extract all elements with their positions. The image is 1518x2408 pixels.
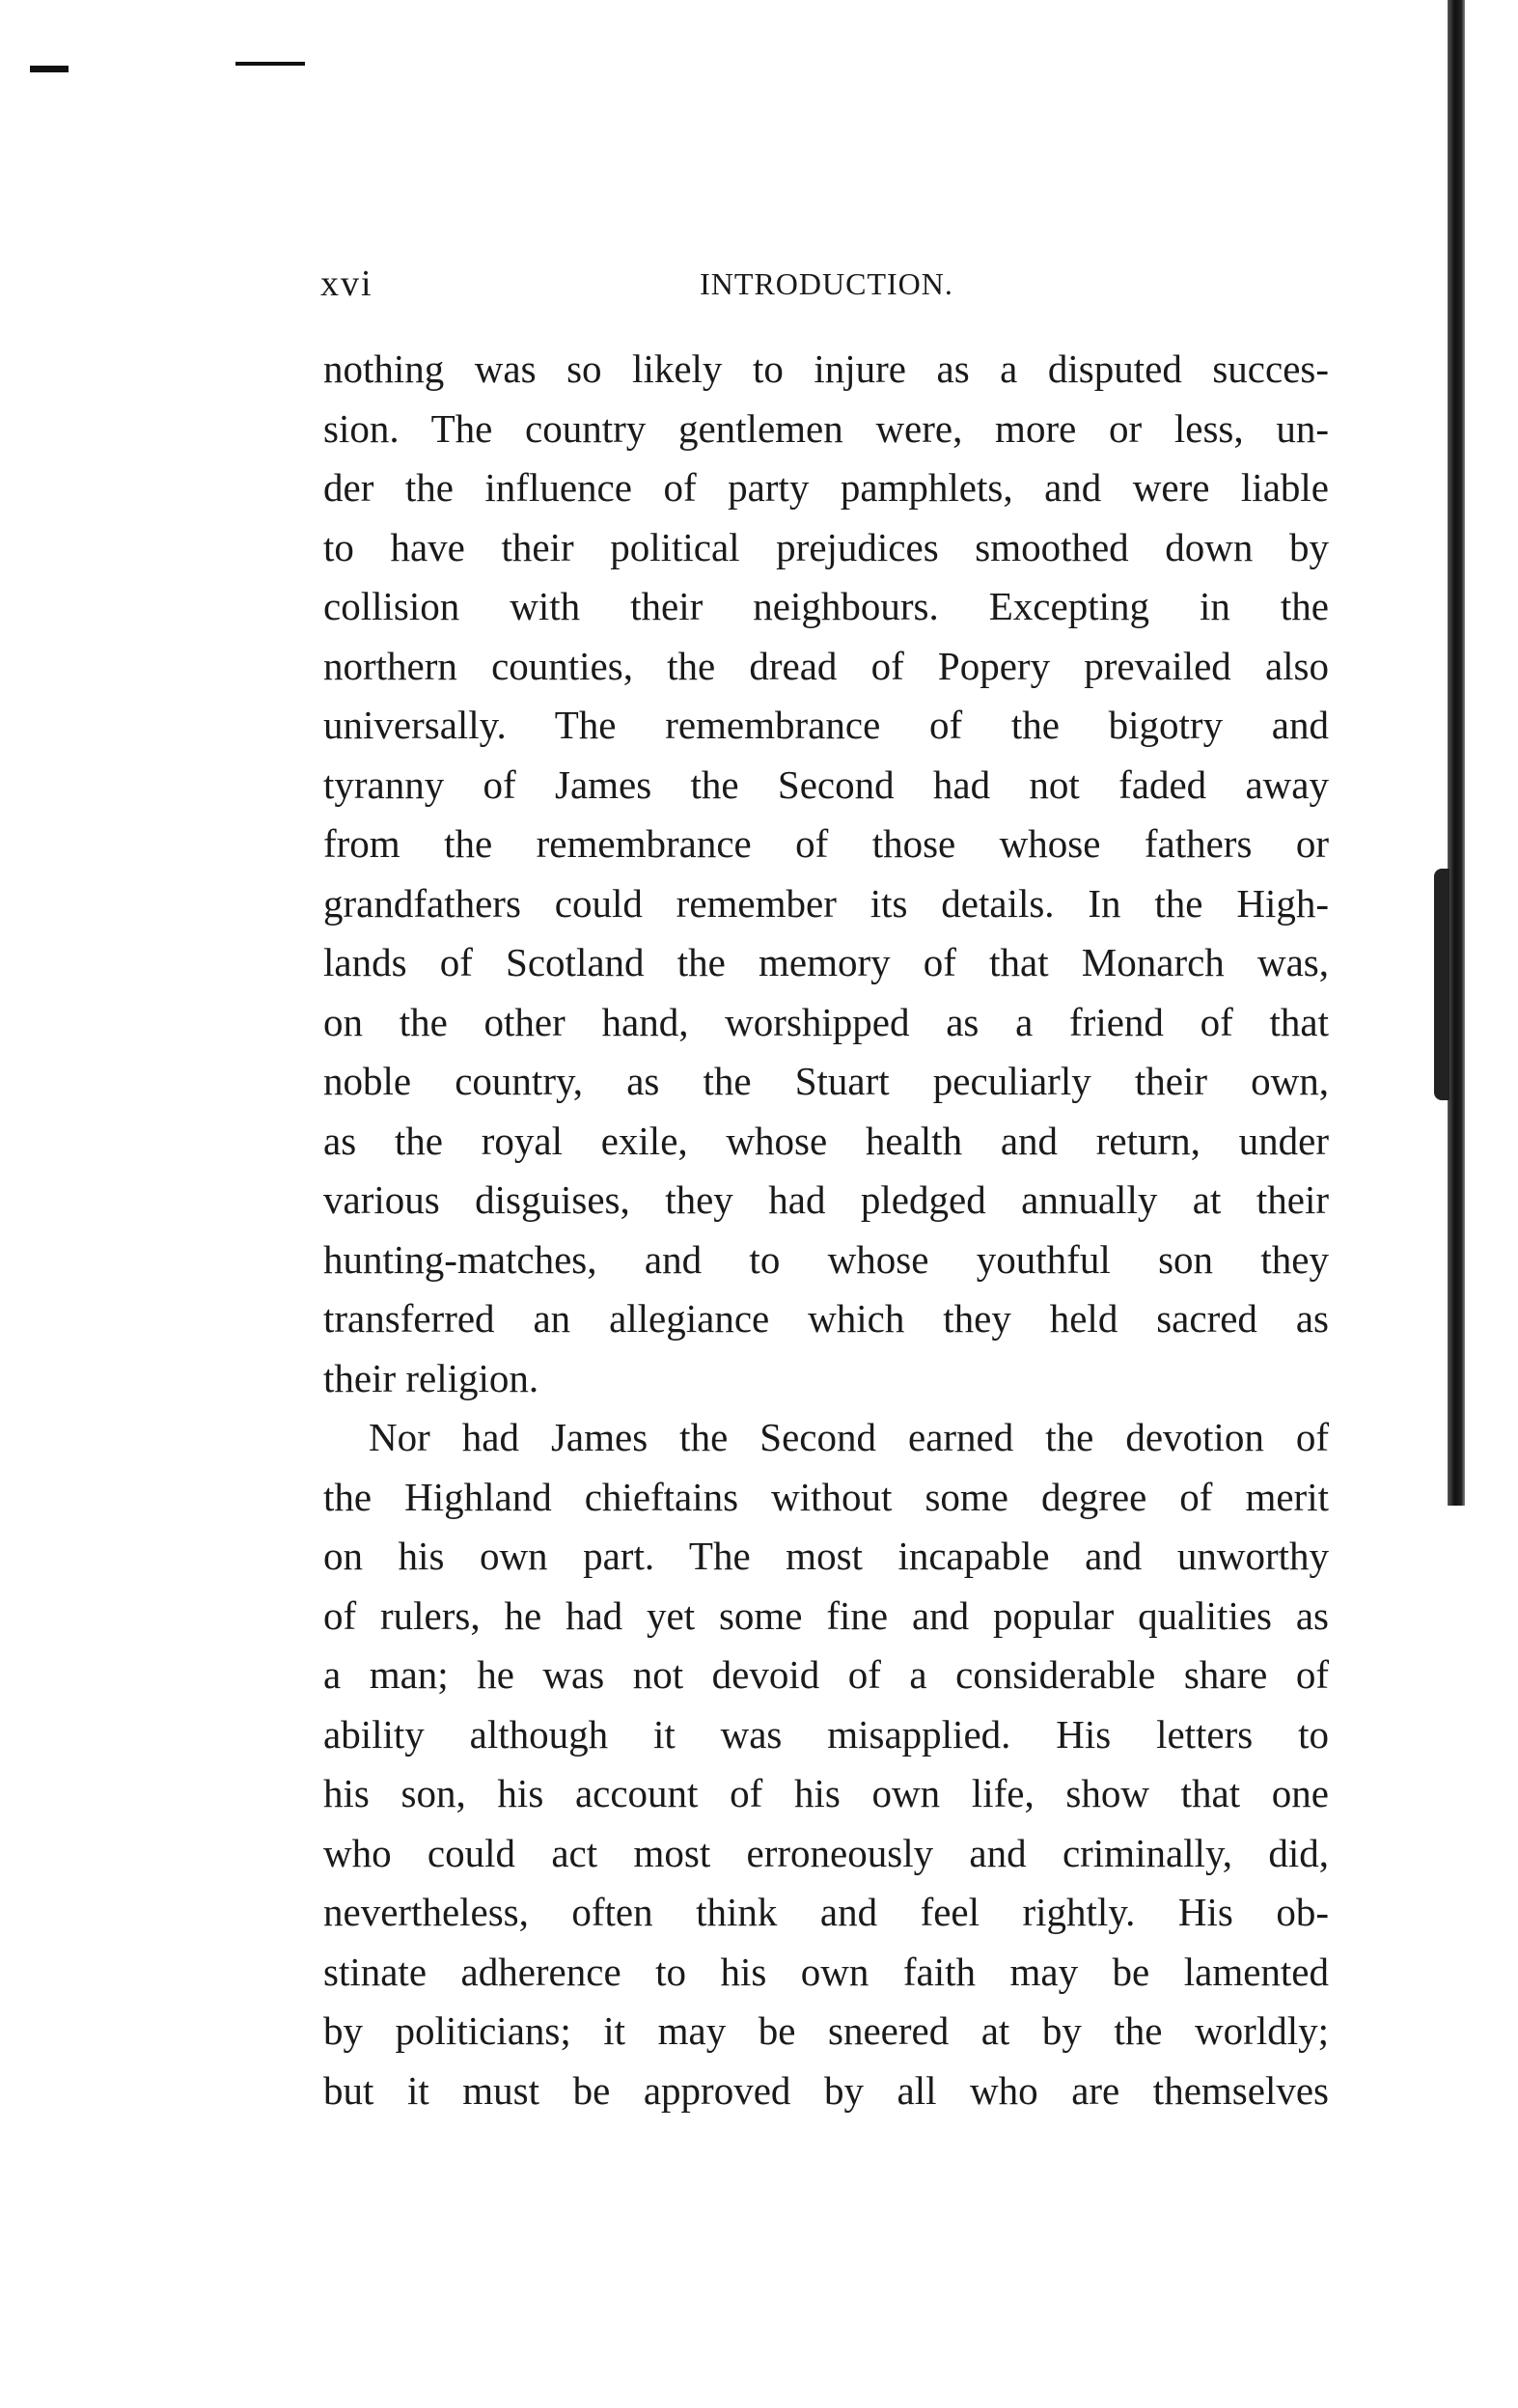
- scan-mark: [235, 62, 305, 66]
- text-line: of rulers, he had yet some fine and popular qualities as: [323, 1592, 1329, 1638]
- text-line: a man; he was not devoid of a considerable share of: [323, 1652, 1329, 1697]
- body-text: [323, 340, 1329, 2120]
- text-line: noble country, as the Stuart peculiarly their own,: [323, 1059, 1329, 1103]
- text-line: transferred an allegiance which they held sacred as: [323, 1296, 1329, 1341]
- text-line: sion. The country gentlemen were, more or less, un-: [323, 405, 1329, 451]
- text-line: nothing was so likely to injure as a disputed succes-: [323, 346, 1329, 391]
- text-line: northern counties, the dread of Popery prevailed also: [323, 643, 1329, 688]
- text-line: from the remembrance of those whose fathers or: [323, 821, 1329, 866]
- paragraph: [323, 340, 1329, 1408]
- text-line: hunting-matches, and to whose youthful son they: [323, 1236, 1329, 1282]
- text-line: as the royal exile, whose health and return, under: [323, 1118, 1329, 1163]
- page-number: xvi: [320, 263, 373, 304]
- running-head: INTRODUCTION.: [700, 266, 953, 301]
- text-line: on his own part. The most incapable and unworthy: [323, 1534, 1329, 1578]
- text-line: to have their political prejudices smoothed down by: [323, 524, 1329, 569]
- text-line: but it must be approved by all who are themselves: [323, 2067, 1329, 2113]
- scan-mark: [30, 66, 69, 72]
- text-line: tyranny of James the Second had not faded away: [323, 761, 1329, 807]
- text-line: stinate adherence to his own faith may be lamented: [323, 1949, 1329, 1994]
- page-edge-shadow: [1434, 869, 1449, 1100]
- text-line: who could act most erroneously and criminally, did,: [323, 1830, 1329, 1875]
- text-line: Nor had James the Second earned the devotion of: [369, 1415, 1329, 1459]
- text-line: by politicians; it may be sneered at by the worldly;: [323, 2008, 1329, 2053]
- text-line: ability although it was misapplied. His letters to: [323, 1711, 1329, 1757]
- text-line: his son, his account of his own life, show that one: [323, 1771, 1329, 1815]
- text-line: their religion.: [323, 1355, 539, 1400]
- text-line: nevertheless, often think and feel rightly. His ob-: [323, 1890, 1329, 1934]
- text-line: der the influence of party pamphlets, and were liable: [323, 465, 1329, 510]
- text-line: various disguises, they had pledged annually at their: [323, 1177, 1329, 1222]
- text-line: grandfathers could remember its details. In the High-: [323, 880, 1329, 926]
- text-line: on the other hand, worshipped as a friend of that: [323, 999, 1329, 1044]
- text-line: lands of Scotland the memory of that Monarch was,: [323, 940, 1329, 984]
- text-line: the Highland chieftains without some degree of merit: [323, 1474, 1329, 1519]
- paragraph: [323, 1408, 1329, 2120]
- page-edge-shadow: [1448, 0, 1465, 1506]
- text-line: universally. The remembrance of the bigotry and: [323, 703, 1329, 747]
- text-line: collision with their neighbours. Excepting in the: [323, 584, 1329, 628]
